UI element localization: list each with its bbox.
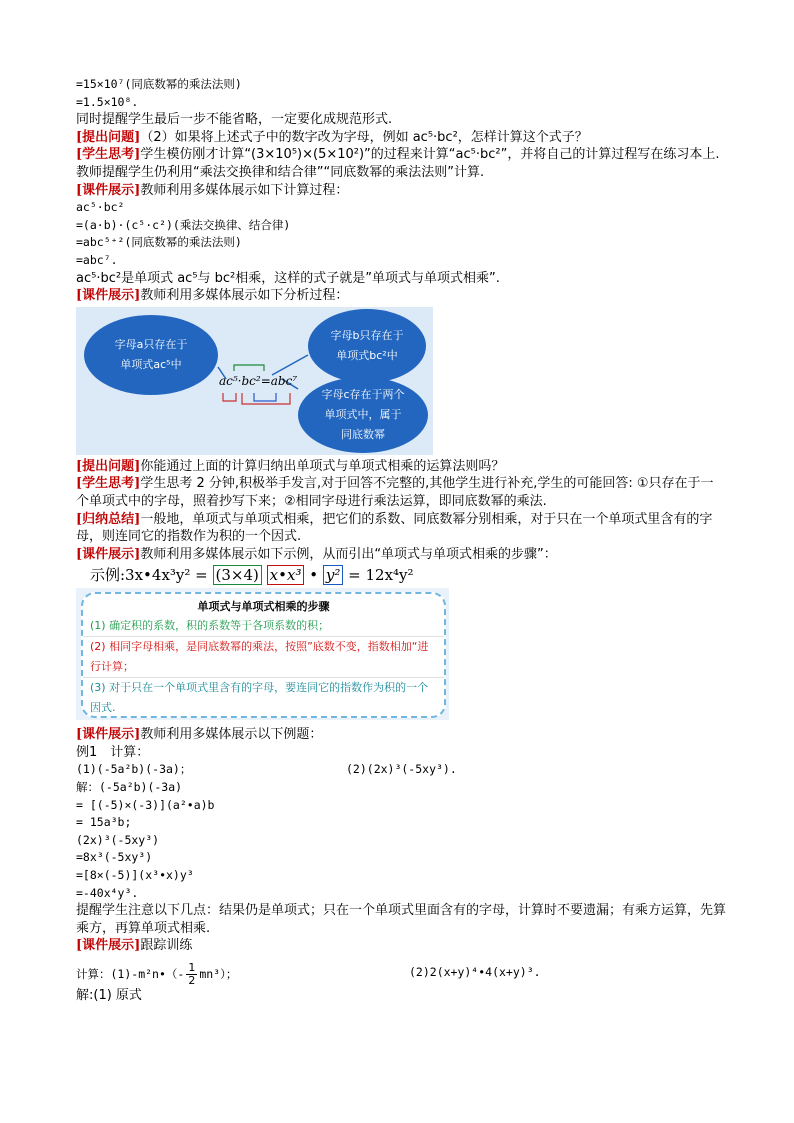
reminder-text: 同时提醒学生最后一步不能省略，一定要化成规范形式.: [76, 112, 393, 128]
section-tag: [提出问题]: [76, 458, 141, 474]
analysis-diagram: [76, 307, 433, 455]
courseware-paragraph: [76, 546, 726, 564]
step-1: (1) 确定积的系数，积的系数等于各项系数的积；: [90, 618, 330, 632]
courseware-text: 教师利用多媒体展示如下计算过程：: [140, 182, 349, 198]
section-tag: [学生思考]: [76, 147, 141, 163]
section-tag: [提出问题]: [76, 129, 141, 145]
steps-title: 单项式与单项式相乘的步骤: [197, 600, 330, 614]
solution-line: 解：(-5a²b)(-3a): [76, 780, 183, 795]
solution-line: (2x)³(-5xy³): [76, 832, 160, 847]
section-tag: [课件展示]: [76, 288, 141, 304]
courseware-paragraph: [76, 726, 726, 744]
section-tag: [课件展示]: [76, 546, 141, 562]
courseware-paragraph: [76, 937, 726, 955]
fraction-denominator: 2: [188, 974, 196, 987]
example-title: 例1 计算：: [76, 744, 150, 760]
fraction: [186, 962, 197, 987]
summary-paragraph: [76, 511, 726, 546]
document-page: [76, 76, 726, 1005]
step-2: (2) 相同字母相乘，是同底数幂的乘法，按照”底数不变，指数相加“进行计算；: [83, 636, 444, 677]
calc-line: =abc⁷.: [76, 252, 118, 267]
practice-problems: [76, 955, 726, 987]
steps-panel: [76, 588, 449, 720]
summary-text: 一般地，单项式与单项式相乘，把它们的系数、同底数幂分别相乘，对于只在一个单项式里含有的字母，则连同它的指数作为积的一个因式.: [76, 511, 713, 545]
bubble-text: 单项式ac⁵中: [120, 357, 182, 371]
question-paragraph: [76, 129, 726, 147]
solution-line: = 15a³b;: [76, 815, 132, 830]
bubble-text: 同底数幂: [341, 427, 385, 441]
practice-2: (2)2(x+y)⁴•4(x+y)³.: [409, 965, 541, 979]
bubble-text: 字母b只存在于: [330, 328, 404, 342]
practice-1-post: mn³）；: [199, 967, 238, 981]
dot-operator: •: [309, 566, 319, 585]
section-tag: [学生思考]: [76, 476, 141, 492]
courseware-paragraph: [76, 182, 726, 200]
coefficient-box: (3×4): [213, 565, 262, 585]
calc-line: =abc⁵⁺²(同底数幂的乘法法则): [76, 235, 242, 250]
courseware-paragraph: [76, 287, 726, 305]
courseware-text: 教师利用多媒体展示如下分析过程：: [140, 288, 349, 304]
section-tag: [课件展示]: [76, 938, 141, 954]
question-paragraph: [76, 458, 726, 476]
diagram-formula: ac⁵·bc²=abc⁷: [219, 373, 298, 388]
same-base-box: x•x³: [267, 565, 305, 585]
calc-line: =1.5×10⁸.: [76, 94, 139, 109]
solution-line: =-40x⁴y³.: [76, 885, 139, 900]
bubble-text: 单项式中，属于: [324, 407, 402, 421]
practice-1-pre: 计算：(1)-m²n•（-: [76, 967, 185, 981]
calc-line: =(a·b)·(c⁵·c²)(乘法交换律、结合律): [76, 217, 291, 232]
section-tag: [课件展示]: [76, 182, 141, 198]
think-text: 学生思考 2 分钟,积极举手发言,对于回答不完整的,其他学生进行补充,学生的可能回答: ①只存在于一个单项式中的字母，照着抄写下来；②相同字母进行乘法运算，即同底数幂的乘法.: [76, 476, 714, 509]
solution-start: 解:(1) 原式: [76, 988, 142, 1003]
courseware-text: 跟踪训练: [140, 938, 193, 954]
section-tag: [归纳总结]: [76, 511, 141, 527]
note-paragraph: 提醒学生注意以下几点：结果仍是单项式；只在一个单项式里面含有的字母，计算时不要遗漏；有乘方运算，先算乘方，再算单项式相乘.: [76, 903, 727, 936]
student-think-paragraph: [76, 475, 726, 510]
solution-line: =8x³(-5xy³): [76, 850, 153, 865]
problem-1: (1)(-5a²b)(-3a)；: [76, 762, 192, 777]
definition-text: ac⁵·bc²是单项式 ac⁵与 bc²相乘，这样的式子就是”单项式与单项式相乘”.: [76, 270, 500, 286]
think-text: 学生模仿刚才计算“(3×10⁵)×(5×10²)”的过程来计算“ac⁵·bc²”，并将自己的计算过程写在练习本上.教师提醒学生仍利用“乘法交换律和结合律”“同底数幂的乘法法则”计算.: [76, 147, 720, 180]
courseware-text: 教师利用多媒体展示以下例题：: [140, 727, 323, 743]
bubble-text: 字母c存在于两个: [321, 387, 405, 401]
step-3: (3) 对于只在一个单项式里含有的字母，要连同它的指数作为积的一个因式.: [83, 677, 444, 718]
example-formula: [90, 563, 726, 587]
solution-line: = [(-5)×(-3)](a²•a)b: [76, 797, 215, 812]
example-problems: [76, 761, 726, 779]
example-label: 示例:3x•4x³y² =: [90, 566, 208, 585]
calc-line: =15×10⁷(同底数幂的乘法法则): [76, 77, 242, 91]
example-result: = 12x⁴y²: [348, 566, 414, 585]
single-letter-box: y²: [323, 565, 344, 585]
calc-line: ac⁵·bc²: [76, 200, 125, 215]
bubble-text: 单项式bc²中: [336, 348, 398, 362]
problem-2: (2)(2x)³(-5xy³).: [346, 762, 457, 777]
question-text: （2）如果将上述式子中的数字改为字母，例如 ac⁵·bc²，怎样计算这个式子？: [140, 129, 588, 145]
solution-line: =[8×(-5)](x³•x)y³: [76, 868, 194, 883]
practice-1: [76, 962, 237, 987]
question-text: 你能通过上面的计算归纳出单项式与单项式相乘的运算法则吗？: [140, 458, 505, 474]
student-think-paragraph: [76, 146, 726, 181]
steps-box: [81, 592, 446, 718]
fraction-numerator: 1: [188, 961, 196, 974]
bubble-text: 字母a只存在于: [114, 337, 188, 351]
section-tag: [课件展示]: [76, 727, 141, 743]
courseware-text: 教师利用多媒体展示如下示例，从而引出“单项式与单项式相乘的步骤”：: [140, 546, 557, 562]
